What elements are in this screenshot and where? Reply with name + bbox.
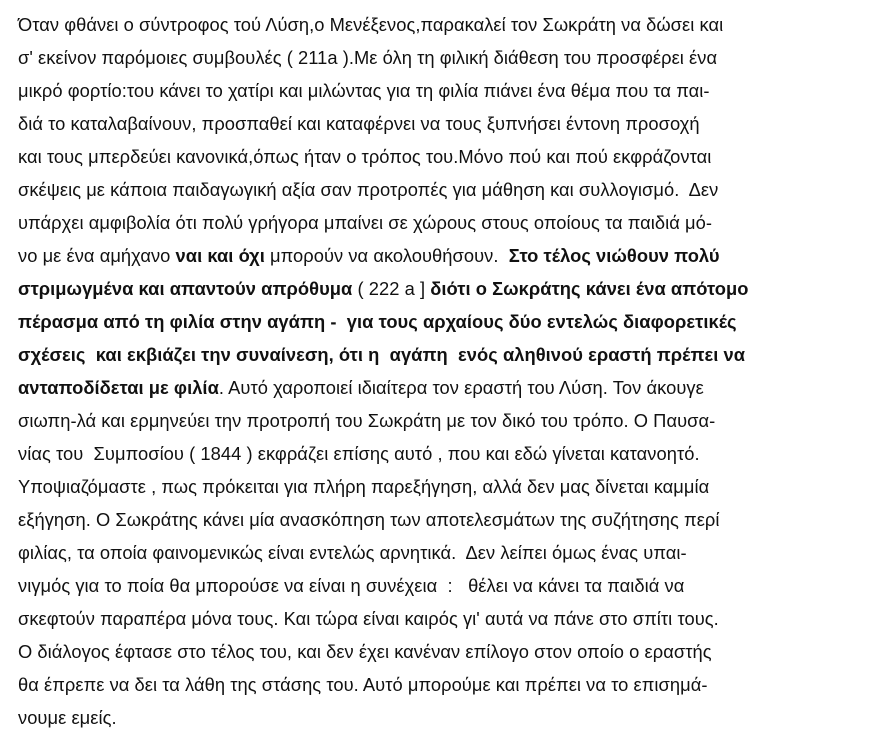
text-line	[18, 569, 884, 602]
bold-text-segment: διότι ο Σωκράτης κάνει ένα απότομο	[430, 278, 749, 299]
text-line	[18, 74, 884, 107]
text-segment: νίας του Συμποσίου ( 1844 ) εκφράζει επίσης αυτό , που και εδώ γίνεται κατανοητό.	[18, 443, 700, 464]
text-segment: σ' εκείνον παρόμοιες συμβουλές ( 211a ).Με όλη τη φιλική διάθεση του προσφέρει ένα	[18, 47, 718, 68]
text-segment: Ο διάλογος έφτασε στο τέλος του, και δεν έχει κανέναν επίλογο στον οποίο ο εραστής	[18, 641, 712, 662]
text-segment: σιωπη-λά και ερμηνεύει την προτροπή του Σωκράτη με τον δικό του τρόπο. Ο Παυσα-	[18, 410, 716, 431]
text-line	[18, 41, 884, 74]
text-line	[18, 503, 884, 536]
text-line	[18, 272, 884, 305]
text-segment: σκέψεις με κάποια παιδαγωγική αξία σαν προτροπές για μάθηση και συλλογισμό. Δεν	[18, 179, 719, 200]
text-segment: εξήγηση. Ο Σωκράτης κάνει μία ανασκόπηση των αποτελεσμάτων της συζήτησης περί	[18, 509, 720, 530]
text-segment: νο με ένα αμήχανο	[18, 245, 176, 266]
text-segment: νουμε εμείς.	[18, 707, 117, 728]
text-line	[18, 173, 884, 206]
text-segment: . Αυτό χαροποιεί ιδιαίτερα τον εραστή του Λύση. Τον άκουγε	[218, 377, 704, 398]
text-line	[18, 701, 884, 734]
text-segment: μπορούν να ακολουθήσουν.	[264, 245, 509, 266]
text-segment: νιγμός για το ποία θα μπορούσε να είναι η συνέχεια : θέλει να κάνει τα παιδιά να	[18, 575, 685, 596]
text-segment: σκεφτούν παραπέρα μόνα τους. Και τώρα είναι καιρός γι' αυτά να πάνε στο σπίτι τους.	[18, 608, 719, 629]
text-segment: ( 222 a ]	[352, 278, 431, 299]
text-segment: θα έπρεπε να δει τα λάθη της στάσης του. Αυτό μπορούμε και πρέπει να το επισημά-	[18, 674, 708, 695]
text-line	[18, 668, 884, 701]
text-segment: Υποψιαζόμαστε , πως πρόκειται για πλήρη παρεξήγηση, αλλά δεν μας δίνεται καμμία	[18, 476, 710, 497]
bold-text-segment: ναι και όχι	[175, 245, 265, 266]
bold-text-segment: σχέσεις και εκβιάζει την συναίνεση, ότι η αγάπη ενός αληθινού εραστή πρέπει να	[18, 344, 746, 365]
text-line	[18, 470, 884, 503]
text-line	[18, 404, 884, 437]
text-line	[18, 305, 884, 338]
text-line	[18, 437, 884, 470]
text-line	[18, 536, 884, 569]
text-line	[18, 206, 884, 239]
bold-text-segment: στριμωγμένα και απαντούν απρόθυμα	[18, 278, 353, 299]
text-line	[18, 8, 884, 41]
text-line	[18, 239, 884, 272]
text-line	[18, 635, 884, 668]
text-line	[18, 338, 884, 371]
text-segment: φιλίας, τα οποία φαινομενικώς είναι εντελώς αρνητικά. Δεν λείπει όμως ένας υπαι-	[18, 542, 687, 563]
text-line	[18, 107, 884, 140]
document-body	[18, 8, 888, 734]
bold-text-segment: πέρασμα από τη φιλία στην αγάπη - για τους αρχαίους δύο εντελώς διαφορετικές	[18, 311, 737, 332]
text-line	[18, 140, 884, 173]
text-segment: υπάρχει αμφιβολία ότι πολύ γρήγορα μπαίνει σε χώρους στους οποίους τα παιδιά μό-	[18, 212, 713, 233]
text-line	[18, 371, 884, 404]
bold-text-segment: Στο τέλος νιώθουν πολύ	[508, 245, 720, 266]
bold-text-segment: ανταποδίδεται με φιλία	[18, 377, 219, 398]
text-segment: διά το καταλαβαίνουν, προσπαθεί και καταφέρνει να τους ξυπνήσει έντονη προσοχή	[18, 113, 700, 134]
text-segment: μικρό φορτίο:του κάνει το χατίρι και μιλώντας για τη φιλία πιάνει ένα θέμα που τα παι-	[18, 80, 710, 101]
text-segment: και τους μπερδεύει κανονικά,όπως ήταν ο τρόπος του.Μόνο πού και πού εκφράζονται	[18, 146, 712, 167]
text-line	[18, 602, 884, 635]
text-segment: Όταν φθάνει ο σύντροφος τού Λύση,ο Μενέξενος,παρακαλεί τον Σωκράτη να δώσει και	[18, 14, 724, 35]
